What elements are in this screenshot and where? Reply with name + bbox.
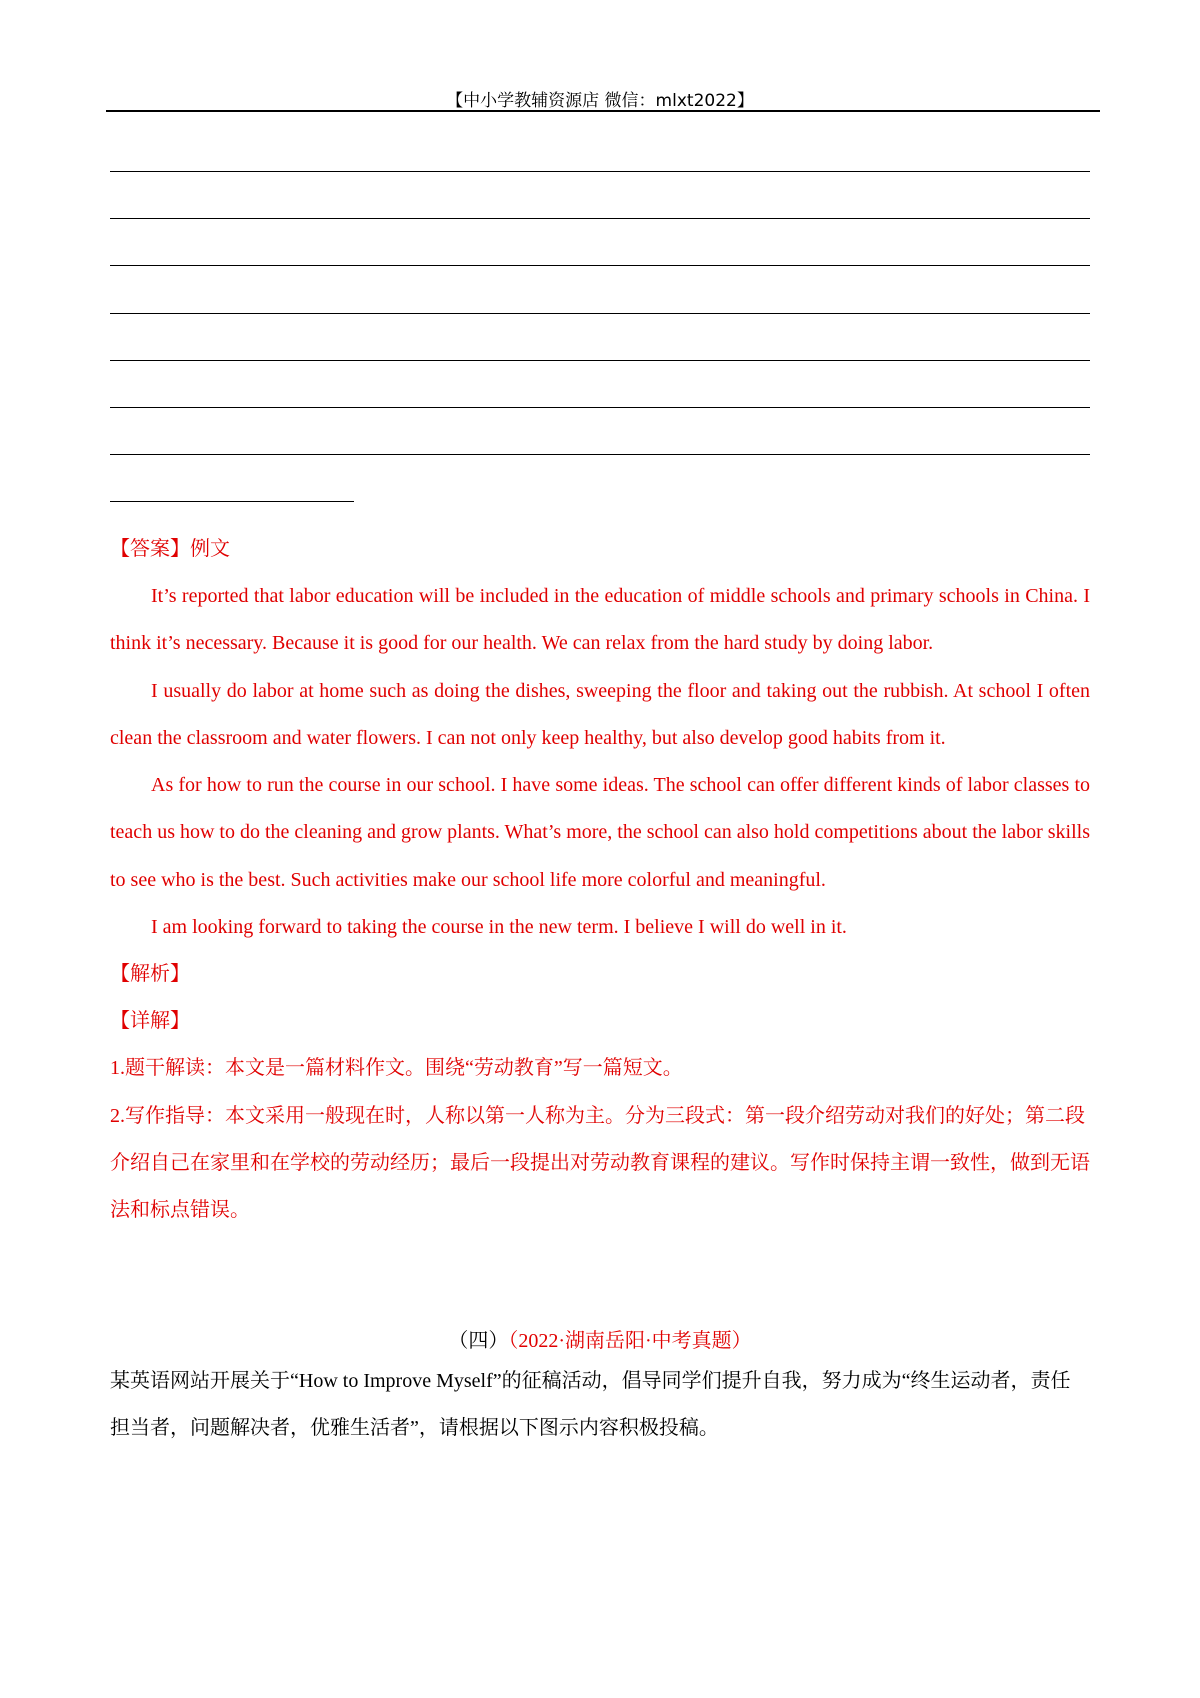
detail-label: 【详解】	[110, 1010, 190, 1033]
answer-line	[110, 313, 1090, 314]
answer-label-suffix: 例文	[190, 538, 230, 560]
analysis-item-1: 1.题干解读：本文是一篇材料作文。围绕“劳动教育”写一篇短文。	[110, 1057, 683, 1080]
answer-section	[110, 526, 1090, 1235]
analysis-item-2: 2.写作指导：本文采用一般现在时，人称以第一人称为主。分为三段式：第一段介绍劳动对我们的好处；第二段介绍自己在家里和在学校的劳动经历；最后一段提出对劳动教育课程的建议。写作时保持主谓一致性，做到无语法和标点错误。	[110, 1104, 1090, 1222]
essay-paragraph-4: I am looking forward to taking the course in the new term. I believe I will do well in it.	[151, 916, 847, 939]
answer-heading	[110, 526, 1090, 573]
essay-paragraph-1: It’s reported that labor education will be included in the education of middle schools and primary schools in China. I think it’s necessary. Because it is good for our health. We can relax from the hard study by doing labor.	[110, 585, 1090, 655]
answer-line	[110, 218, 1090, 219]
question-number: （四）	[448, 1330, 509, 1352]
answer-line	[110, 360, 1090, 361]
essay-paragraph-2: I usually do labor at home such as doing the dishes, sweeping the floor and taking out the rubbish. At school I often clean the classroom and water flowers. I can not only keep healthy, but also develop good habits from it.	[110, 679, 1090, 749]
header-rule	[106, 110, 1100, 112]
answer-line	[110, 454, 1090, 455]
question-body: 某英语网站开展关于“How to Improve Myself”的征稿活动，倡导同学们提升自我，努力成为“终生运动者，责任担当者，问题解决者，优雅生活者”，请根据以下图示内容积极投稿。	[110, 1370, 1071, 1440]
page-header: 【中小学教辅资源店 微信：mlxt2022】	[446, 91, 754, 111]
answer-writing-lines	[110, 171, 1090, 502]
answer-label: 【答案】	[110, 538, 190, 560]
answer-line	[110, 265, 1090, 266]
answer-line	[110, 407, 1090, 408]
analysis-label: 【解析】	[110, 963, 190, 986]
essay-paragraph-3: As for how to run the course in our school. I have some ideas. The school can offer different kinds of labor classes to teach us how to do the cleaning and grow plants. What’s more, the school can also hold competitions about the labor skills to see who is the best. Such activities make our school life more colorful and meaningful.	[110, 774, 1090, 891]
question-source: （2022·湖南岳阳·中考真题）	[508, 1330, 752, 1352]
answer-line-short	[110, 501, 354, 502]
answer-line	[110, 171, 1090, 172]
